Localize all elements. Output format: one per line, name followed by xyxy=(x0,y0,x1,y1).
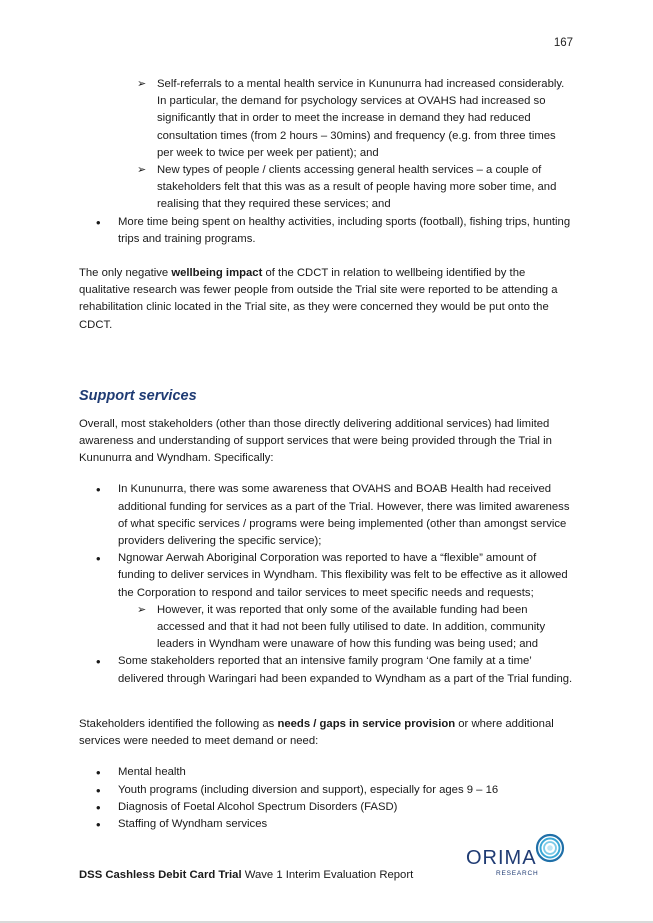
top-bullet-list xyxy=(79,214,575,248)
list-item: ➢ Self-referrals to a mental health service in Kununurra had increased considerably. In particular, the demand for psychology services at OVAHS had increased so significantly that in order to meet the increase in demand they had reduced consultation times (from 2 hours – 30mins) and frequency (e.g. from three times per week to twice per week per patient); and xyxy=(118,76,575,162)
list-item: • Ngnowar Aerwah Aboriginal Corporation was reported to have a “flexible” amount of funding to deliver services in Wyndham. This flexibility was felt to be effective as it allowed the Corporation to respond and tailor services to meet specific needs and requests; ➢ However, it was reported that only some of the available funding had been accessed and that it had not been fully utilised to date. In addition, community leaders in Wyndham were unaware of how this funding was being used; and xyxy=(79,550,575,653)
list-item: • More time being spent on healthy activities, including sports (football), fishing trips, hunting trips and training programs. xyxy=(79,214,575,248)
list-item: • Staffing of Wyndham services xyxy=(79,816,575,833)
list-item: • Youth programs (including diversion and support), especially for ages 9 – 16 xyxy=(79,782,575,799)
support-intro-paragraph: Overall, most stakeholders (other than those directly delivering additional services) had limited awareness and understanding of support services that were being provided through the Trial in Kununurra and Wyndham. Specifically: xyxy=(79,417,552,465)
wellbeing-impact-bold: wellbeing impact xyxy=(171,267,263,280)
needs-gaps-bold: needs / gaps in service provision xyxy=(277,717,456,730)
list-item: • Some stakeholders reported that an intensive family program ‘One family at a time’ delivered through Waringari had been expanded to Wyndham as a part of the Trial funding. xyxy=(79,653,575,687)
wellbeing-paragraph: The only negative wellbeing impact of the CDCT in relation to wellbeing identified by the qualitative research was fewer people from outside the Trial site were reported to be attending a rehabilitation clinic located in the Trial site, as they were concerned they would be put onto the CDCT. xyxy=(79,267,558,331)
list-item: • Diagnosis of Foetal Alcohol Spectrum Disorders (FASD) xyxy=(79,799,575,816)
logo-text: ORIMA xyxy=(466,847,537,869)
page-content xyxy=(79,76,575,833)
needs-paragraph: Stakeholders identified the following as needs / gaps in service provision or where additional services were needed to meet demand or need: xyxy=(79,717,554,748)
list-item: ➢ However, it was reported that only some of the available funding had been accessed and that it had not been fully utilised to date. In addition, community leaders in Wyndham were unaware of how this funding was being used; and xyxy=(118,602,575,654)
sub-arrow-list xyxy=(118,602,575,654)
list-item: ➢ New types of people / clients accessing general health services – a couple of stakeholders felt that this was as a result of people having more sober time, and realising that they required these services; and xyxy=(118,162,575,214)
section-heading: Support services xyxy=(79,387,197,404)
orima-research-logo xyxy=(466,829,576,879)
needs-bullet-list xyxy=(79,764,575,833)
logo-subtext: RESEARCH xyxy=(496,870,539,877)
list-item: • In Kununurra, there was some awareness that OVAHS and BOAB Health had received additional funding for services as a part of the Trial. However, there was limited awareness of what specific services / programs were being implemented (other than amongst service providers delivering the specific service); xyxy=(79,481,575,550)
footer-title-rest: Wave 1 Interim Evaluation Report xyxy=(241,869,414,881)
page-number: 167 xyxy=(553,37,573,49)
footer xyxy=(79,869,413,881)
logo-rings-icon xyxy=(537,835,563,861)
footer-title-bold: DSS Cashless Debit Card Trial xyxy=(79,869,242,881)
top-arrow-list xyxy=(118,76,575,214)
list-item: • Mental health xyxy=(79,764,575,781)
support-bullet-list xyxy=(79,481,575,687)
